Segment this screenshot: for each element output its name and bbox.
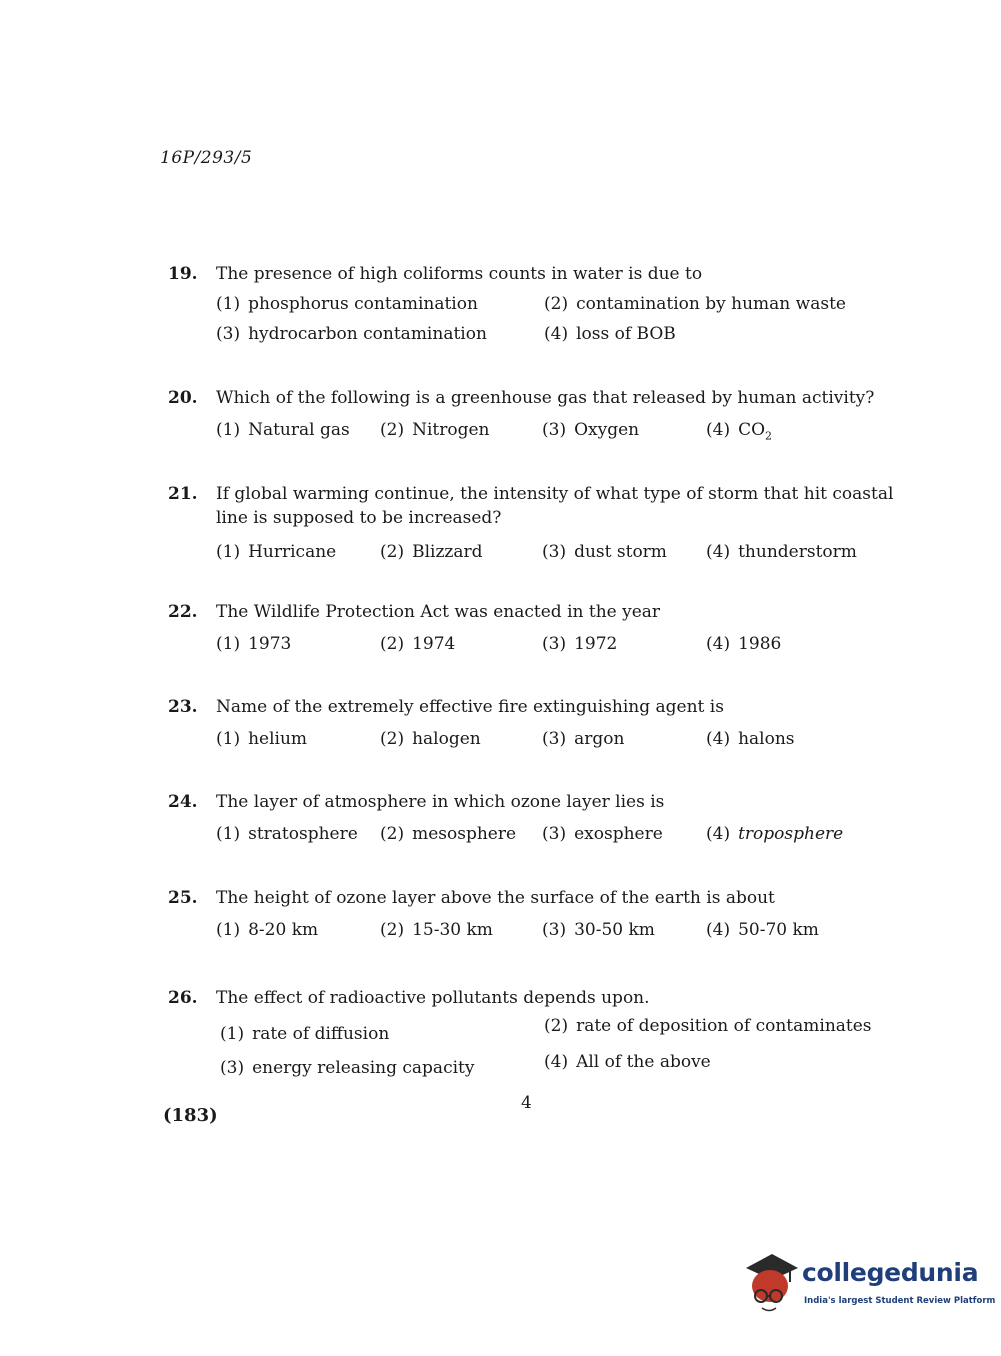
- question-26: [168, 986, 898, 1088]
- question-number: 25.: [168, 888, 198, 908]
- question-21: [168, 482, 898, 572]
- option-4: (4) 1986: [706, 634, 782, 654]
- option-4: (4) 50-70 km: [706, 920, 819, 940]
- option-3: (3) hydrocarbon contamination: [216, 324, 487, 344]
- option-2: (2) contamination by human waste: [544, 294, 846, 314]
- question-24: [168, 790, 898, 854]
- option-1: (1) 8-20 km: [216, 920, 319, 940]
- student-mascot-icon: [742, 1250, 800, 1316]
- footer-code: (183): [163, 1105, 218, 1126]
- option-4: (4) halons: [706, 729, 795, 749]
- logo-tagline: India's largest Student Review Platform: [804, 1296, 996, 1306]
- question-23: [168, 695, 898, 759]
- option-1: (1) rate of diffusion: [220, 1024, 390, 1044]
- option-1: (1) phosphorus contamination: [216, 294, 478, 314]
- option-1: (1) helium: [216, 729, 308, 749]
- option-3: (3) 1972: [542, 634, 618, 654]
- option-4: (4) troposphere: [706, 824, 844, 844]
- option-2: (2) Nitrogen: [380, 420, 490, 440]
- question-number: 22.: [168, 602, 198, 622]
- option-3: (3) dust storm: [542, 542, 667, 562]
- question-text: The effect of radioactive pollutants depends upon.: [216, 988, 650, 1008]
- page-number: 4: [521, 1093, 532, 1113]
- option-1: (1) stratosphere: [216, 824, 358, 844]
- question-text: The layer of atmosphere in which ozone layer lies is: [216, 792, 665, 812]
- question-text: The presence of high coliforms counts in water is due to: [216, 264, 703, 284]
- question-25: [168, 886, 898, 950]
- question-number: 26.: [168, 988, 198, 1008]
- option-3: (3) Oxygen: [542, 420, 640, 440]
- question-20: [168, 386, 898, 450]
- option-3: (3) exosphere: [542, 824, 663, 844]
- option-4: (4) $CO_2$: [706, 420, 773, 443]
- option-4: (4) thunderstorm: [706, 542, 857, 562]
- option-4: (4) All of the above: [544, 1052, 711, 1072]
- option-2: (2) 15-30 km: [380, 920, 493, 940]
- option-4: (4) loss of BOB: [544, 324, 676, 344]
- collegedunia-logo: [742, 1250, 996, 1320]
- option-3: (3) energy releasing capacity: [220, 1058, 475, 1078]
- option-3: (3) argon: [542, 729, 625, 749]
- option-1: (1) 1973: [216, 634, 292, 654]
- option-2: (2) Blizzard: [380, 542, 483, 562]
- option-2: (2) mesosphere: [380, 824, 517, 844]
- question-number: 21.: [168, 484, 198, 504]
- question-number: 24.: [168, 792, 198, 812]
- question-text: If global warming continue, the intensity of what type of storm that hit coastal line is supposed to be increased?: [216, 484, 894, 528]
- question-19: [168, 262, 898, 354]
- option-2: (2) halogen: [380, 729, 481, 749]
- option-2: (2) 1974: [380, 634, 456, 654]
- option-3: (3) 30-50 km: [542, 920, 655, 940]
- question-22: [168, 600, 898, 664]
- option-1: (1) Hurricane: [216, 542, 337, 562]
- question-text: The height of ozone layer above the surface of the earth is about: [216, 888, 775, 908]
- paper-code: 16P/293/5: [160, 148, 253, 168]
- logo-name: collegedunia: [802, 1258, 979, 1287]
- question-text: Name of the extremely effective fire extinguishing agent is: [216, 697, 724, 717]
- question-text: Which of the following is a greenhouse gas that released by human activity?: [216, 388, 875, 408]
- question-number: 20.: [168, 388, 198, 408]
- question-number: 19.: [168, 264, 198, 284]
- option-1: (1) Natural gas: [216, 420, 350, 440]
- question-number: 23.: [168, 697, 198, 717]
- question-text: The Wildlife Protection Act was enacted in the year: [216, 602, 661, 622]
- option-2: (2) rate of deposition of contaminates: [544, 1016, 872, 1036]
